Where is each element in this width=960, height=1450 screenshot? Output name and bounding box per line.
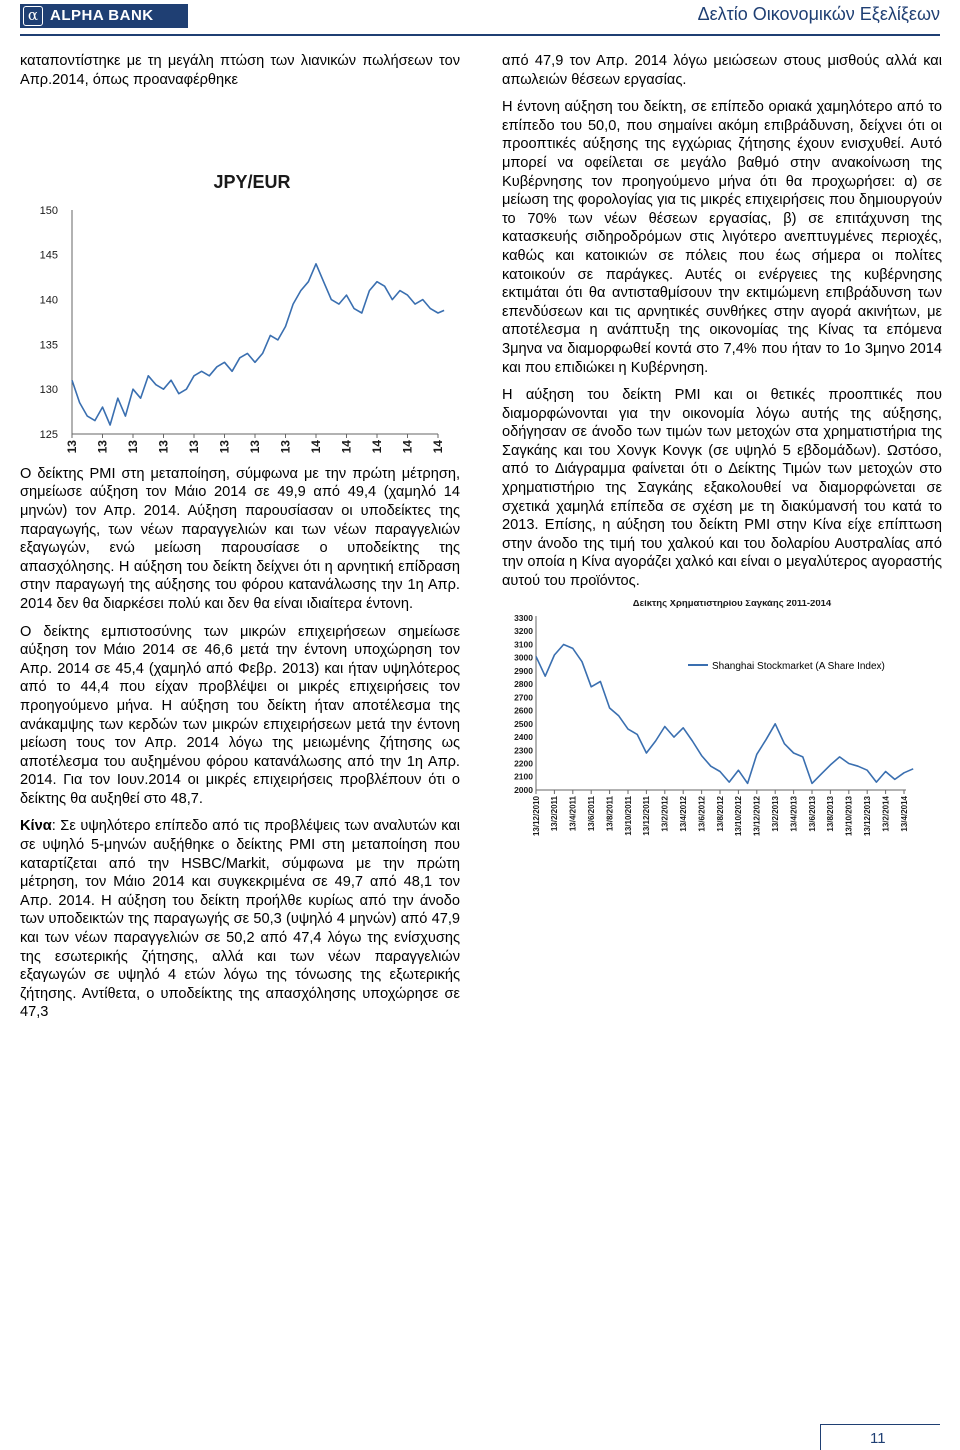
x-tick-label: 13/2/2013	[771, 795, 780, 832]
y-tick-label: 2800	[514, 678, 533, 689]
y-tick-label: 2300	[514, 744, 533, 755]
jpy-eur-chart	[20, 98, 460, 459]
x-tick-label	[279, 440, 293, 453]
chart-title: JPY/EUR	[213, 172, 291, 193]
x-tick-label: 13/12/2012	[752, 795, 762, 836]
y-tick-label: 135	[39, 339, 58, 352]
x-tick-label: 13/10/2012	[734, 795, 744, 836]
x-tick-label	[340, 440, 354, 453]
continuation-paragraph: από 47,9 τον Απρ. 2014 λόγω μειώσεων στους μισθούς αλλά και απωλειών θέσεων εργασίας.	[502, 53, 942, 88]
x-tick-label: 13/8/2011	[605, 795, 615, 831]
alpha-logo-icon: α	[23, 6, 43, 26]
intro-paragraph: καταποντίστηκε με τη μεγάλη πτώση των λιανικών πωλήσεων τον Απρ.2014, όπως προαναφέρθηκε	[20, 53, 460, 88]
x-tick-label	[309, 440, 323, 453]
page-header	[0, 0, 960, 34]
y-tick-label: 125	[39, 429, 58, 442]
y-tick-label: 2100	[514, 771, 533, 782]
shanghai-chart-svg	[502, 600, 922, 890]
x-tick-label	[401, 440, 415, 453]
series-line	[72, 264, 444, 425]
x-tick-label: 13/4/2011	[568, 795, 578, 831]
x-tick-label	[65, 440, 79, 453]
y-tick-label: 3200	[514, 625, 533, 636]
publication-title: Δελτίο Οικονομικών Εξελίξεων	[697, 4, 940, 24]
alpha-bank-logo	[20, 4, 188, 28]
shanghai-chart	[502, 600, 942, 896]
x-tick-label	[96, 440, 110, 453]
left-column	[20, 52, 460, 1031]
y-tick-label: 130	[39, 384, 58, 397]
x-tick-label: 13/2/2014	[881, 795, 891, 832]
china-paragraph	[20, 817, 460, 1022]
y-tick-label: 2900	[514, 665, 533, 676]
page-number: 11	[870, 1430, 886, 1447]
y-tick-label: 3300	[514, 612, 533, 623]
x-tick-label: 13/4/2012	[679, 795, 688, 832]
legend-label: Shanghai Stockmarket (A Share Index)	[712, 660, 885, 672]
y-tick-label: 2500	[514, 718, 533, 729]
x-tick-label	[248, 440, 262, 453]
pmi-paragraph: Ο δείκτης PMI στη μεταποίηση, σύμφωνα με την πρώτη μέτρηση, σημείωσε αύξηση τον Μάιο 2014 σε 49,9 από 49,4 (χαμηλό 14 μηνών) τον Απρ. 2014. Αύξηση παρουσίασαν οι υποδείκτες της παραγωγής, των νέων παραγγελιών και των νέων παραγγελιών εξαγωγών, ενώ μείωση παρουσίασε ο υποδείκτης της απασχόλησης. Η αύξηση του δείκτη δείχνει ότι η αρνητική επίδραση στην παραγωγή της αύξησης του φόρου κατανάλωσης την 1η Απρ. 2014 δεν θα διαρκέσει πολύ και δεν θα είναι ιδιαίτερα έντονη.	[20, 465, 460, 612]
x-tick-label: 13/8/2013	[826, 795, 836, 832]
y-tick-label: 2400	[514, 731, 533, 742]
policy-paragraph: Η έντονη αύξηση του δείκτη, σε επίπεδο οριακά χαμηλότερο από το επίπεδο του 50,0, που σημαίνει ακόμη επιβράδυνση, δείχνει ότι οι προοπτικές αύξησης της εγχώριας ζήτησης έχουν ενισχυθεί. Αυτό μπορεί να οφείλεται σε μεγάλο βαθμό στην ανακοίνωση της Κυβέρνησης τον προηγούμενο μήνα ότι θα προχωρήσει: α) σε μείωση της φορολογίας για τις μικρές επιχειρήσεις που δημιουργούν το 70% των νέων θέσεων εργασίας, β) σε επιτάχυνση της κατασκευής σιδηροδρόμων στις λιγότερο ανεπτυγμένες περιοχές, καθώς και κατοικιών σε πόλεις που έως σήμερα οι πολίτες κατοικούν σε παράγκες. Αυτές οι ενέργειες της κυβέρνησης εκτιμάται ότι θα αντισταθμίσουν την εκτιμώμενη επιβράδυνση των επενδύσεων και τις αρνητικές συνθήκες στην αγορά ακινήτων, με αποτέλεσμα η ανάπτυξη της οικονομίας της Κίνας τα επόμενα 3μηνα να διαμορφωθεί κοντά στο 7,4% που ήταν το 1ο 3μηνο 2014 και που επιδιώκει η Κυβέρνηση.	[502, 99, 942, 376]
right-column	[502, 52, 942, 895]
markets-paragraph: Η αύξηση του δείκτη PMI και οι θετικές προοπτικές που διαμορφώνονται για την οικονομία λόγω αυτής της αύξησης, οδήγησαν σε άνοδο των τιμών των μετοχών στα χρηματιστήρια της Σαγκάης και του Χονγκ Κονγκ (σε υψηλό 5 εβδομάδων). Ωστόσο, από το Διάγραμμα φαίνεται ότι ο Δείκτης Τιμών των μετοχών στο χρηματιστήριο της Σαγκάης εξακολουθεί να διαμορφώνεται σε σχετικά χαμηλά επίπεδα σε σχέση με τη διακύμανσή του κατά το 2013. Επίσης, η αύξηση του δείκτη PMI στην Κίνα είχε επίπτωση στην άνοδο της τιμή του χαλκού και του δολαρίου Αυστραλίας από την οποία η Κίνα αγοράζει χαλκό και είναι ο μεγαλύτερος αγοραστής αυτού του προϊόντος.	[502, 387, 942, 590]
y-tick-label: 3100	[514, 639, 533, 650]
y-tick-label: 2000	[514, 784, 533, 795]
y-tick-label: 150	[39, 205, 58, 218]
small-business-paragraph: Ο δείκτης εμπιστοσύνης των μικρών επιχειρήσεων σημείωσε αύξηση τον Μάιο 2014 σε 46,6 μετά την έντονη υποχώρηση τον Απρ. 2014 σε 45,4 (χαμηλό από Φεβρ. 2013) και ήταν υψηλότερος από το 44,4 που είχαν προβλέψει οι μικρές επιχειρήσεις τον προηγούμενο μήνα. Η αύξηση του δείκτη ήταν αποτέλεσμα της ανάκαμψης των κερδών των μικρών επιχειρήσεων μετά την έντονη μείωση τους τον Απρ. 2014 λόγω της μειωμένης ζήτησης ως αποτέλεσμα του αυξημένου φόρου κατανάλωσης από την 1η Απρ. 2014. Για τον Ιουν.2014 οι μικρές επιχειρήσεις προβλέπουν ότι ο δείκτης θα αυξηθεί στο 48,7.	[20, 623, 460, 807]
jpy-eur-chart-svg	[20, 98, 460, 453]
y-tick-label: 145	[39, 249, 58, 262]
y-tick-label: 3000	[514, 652, 533, 663]
x-tick-label	[187, 440, 201, 453]
x-tick-label	[157, 440, 171, 453]
x-tick-label: 13/10/2013	[844, 795, 854, 836]
china-text: : Σε υψηλότερο επίπεδο από τις προβλέψεις των αναλυτών και σε υψηλό 5-μηνών αυξήθηκε ο δείκτης PMI στη μεταποίηση που καταρτίζεται από την HSBC/Markit, σύμφωνα με την πρώτη μέτρηση, τον Μάιο 2014 και συγκεκριμένα σε 49,7 από 48,1 τον Απρ. 2014. Η αύξηση του δείκτη προήλθε κυρίως από την άνοδο των υποδεικτών της παραγωγής σε 50,3 (υψηλό 4 μηνών) από 47,9 και των νέων παραγγελιών σε 50,2 από 47,4 λόγω της ενίσχυσης της εσωτερικής ζήτησης, αλλά και των νέων παραγγελιών εξαγωγών σε υψηλό 4 ετών λόγω της τόνωσης της εξωτερικής ζήτησης. Αντίθετα, ο υποδείκτης της απασχόλησης υποχώρησε σε 47,3	[20, 818, 460, 1021]
x-tick-label: 13/10/2011	[623, 795, 633, 836]
x-tick-label: 13/2/2011	[550, 795, 560, 831]
x-tick-label	[126, 440, 140, 453]
chart-title: Δείκτης Χρηματιστηρίου Σαγκάης 2011-2014	[632, 599, 832, 609]
x-tick-label: 13/4/2014	[899, 795, 909, 832]
x-tick-label: 13/8/2012	[715, 795, 725, 832]
brand-name: ALPHA BANK	[50, 7, 154, 24]
x-tick-label: 13/12/2013	[863, 795, 872, 836]
x-tick-label: 13/12/2011	[642, 795, 652, 836]
x-tick-label: 13/6/2013	[807, 795, 817, 832]
x-tick-label	[431, 440, 445, 453]
y-tick-label: 2700	[514, 691, 533, 702]
x-tick-label: 13/6/2012	[697, 795, 707, 832]
x-tick-label: 13/6/2011	[587, 795, 596, 831]
y-tick-label: 2200	[514, 758, 533, 769]
x-tick-label	[370, 440, 384, 453]
header-rule	[20, 34, 940, 36]
x-tick-label: 13/12/2010	[531, 795, 541, 836]
x-tick-label	[218, 440, 232, 453]
y-tick-label: 140	[39, 294, 58, 307]
x-tick-label: 13/2/2012	[660, 795, 670, 832]
y-tick-label: 2600	[514, 705, 533, 716]
x-tick-label: 13/4/2013	[789, 795, 799, 832]
china-heading: Κίνα	[20, 818, 52, 835]
